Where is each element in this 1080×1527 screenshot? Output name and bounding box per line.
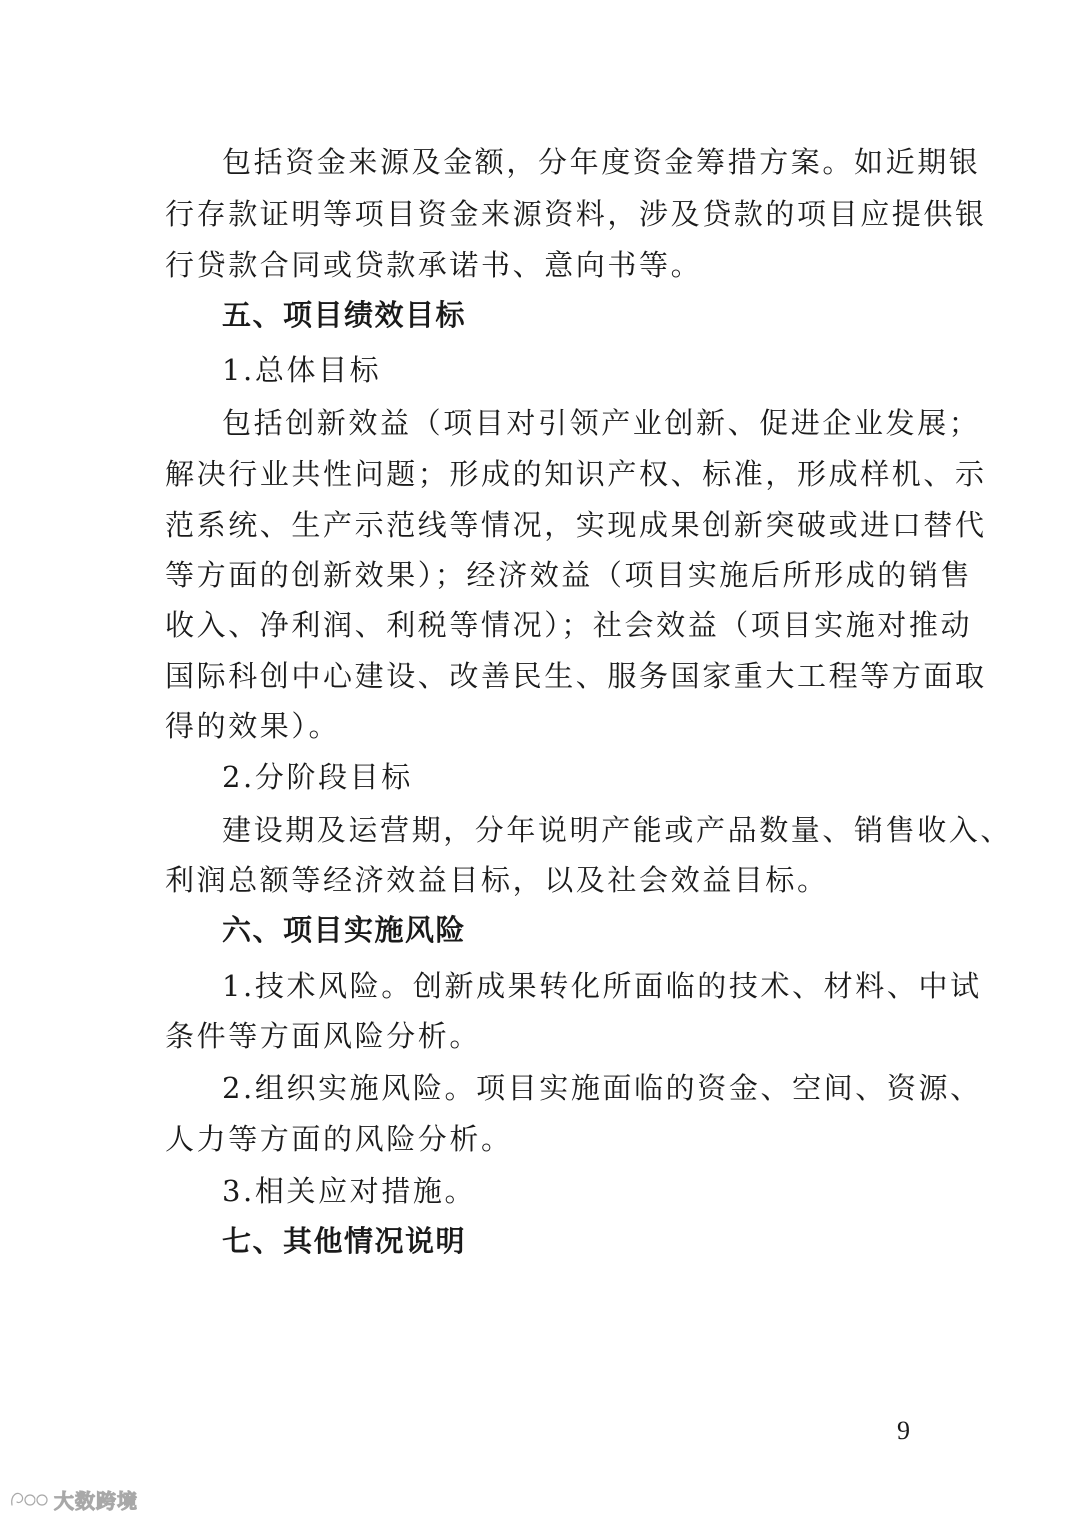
- paragraph-line: 建设期及运营期，分年说明产能或产品数量、销售收入、: [222, 813, 1013, 847]
- watermark-text: 大数跨境: [54, 1488, 138, 1513]
- paragraph-line: 收入、净利润、利税等情况）；社会效益（项目实施对推动: [165, 608, 973, 642]
- paragraph-line: 包括创新效益（项目对引领产业创新、促进企业发展；: [222, 406, 981, 440]
- paragraph-line: 利润总额等经济效益目标，以及社会效益目标。: [165, 863, 829, 897]
- paragraph-line: 3.相关应对措施。: [222, 1174, 477, 1208]
- paragraph-line: 行存款证明等项目资金来源资料，涉及贷款的项目应提供银: [165, 197, 987, 231]
- paragraph-line: 等方面的创新效果）；经济效益（项目实施后所形成的销售: [165, 558, 973, 592]
- paragraph-line: 解决行业共性问题；形成的知识产权、标准，形成样机、示: [165, 457, 987, 491]
- paragraph-line: 包括资金来源及金额，分年度资金筹措方案。如近期银: [222, 145, 981, 179]
- watermark: [8, 1483, 138, 1515]
- paragraph-line: 范系统、生产示范线等情况，实现成果创新突破或进口替代: [165, 508, 987, 542]
- paragraph-line: 2.组织实施风险。项目实施面临的资金、空间、资源、: [222, 1071, 982, 1105]
- paragraph-line: 1.技术风险。创新成果转化所面临的技术、材料、中试: [222, 969, 982, 1003]
- section-heading: 五、项目绩效目标: [222, 298, 467, 332]
- paragraph-line: 人力等方面的风险分析。: [165, 1122, 513, 1156]
- paragraph-line: 条件等方面风险分析。: [165, 1019, 482, 1053]
- section-heading: 七、其他情况说明: [222, 1224, 467, 1258]
- brand-logo-icon: [8, 1487, 50, 1511]
- paragraph-line: 国际科创中心建设、改善民生、服务国家重大工程等方面取: [165, 659, 987, 693]
- subheading: 2.分阶段目标: [222, 760, 413, 794]
- page-number: 9: [897, 1416, 910, 1445]
- paragraph-line: 得的效果）。: [165, 709, 341, 743]
- section-heading: 六、项目实施风险: [222, 913, 467, 947]
- subheading: 1.总体目标: [222, 353, 382, 387]
- paragraph-line: 行贷款合同或贷款承诺书、意向书等。: [165, 248, 703, 282]
